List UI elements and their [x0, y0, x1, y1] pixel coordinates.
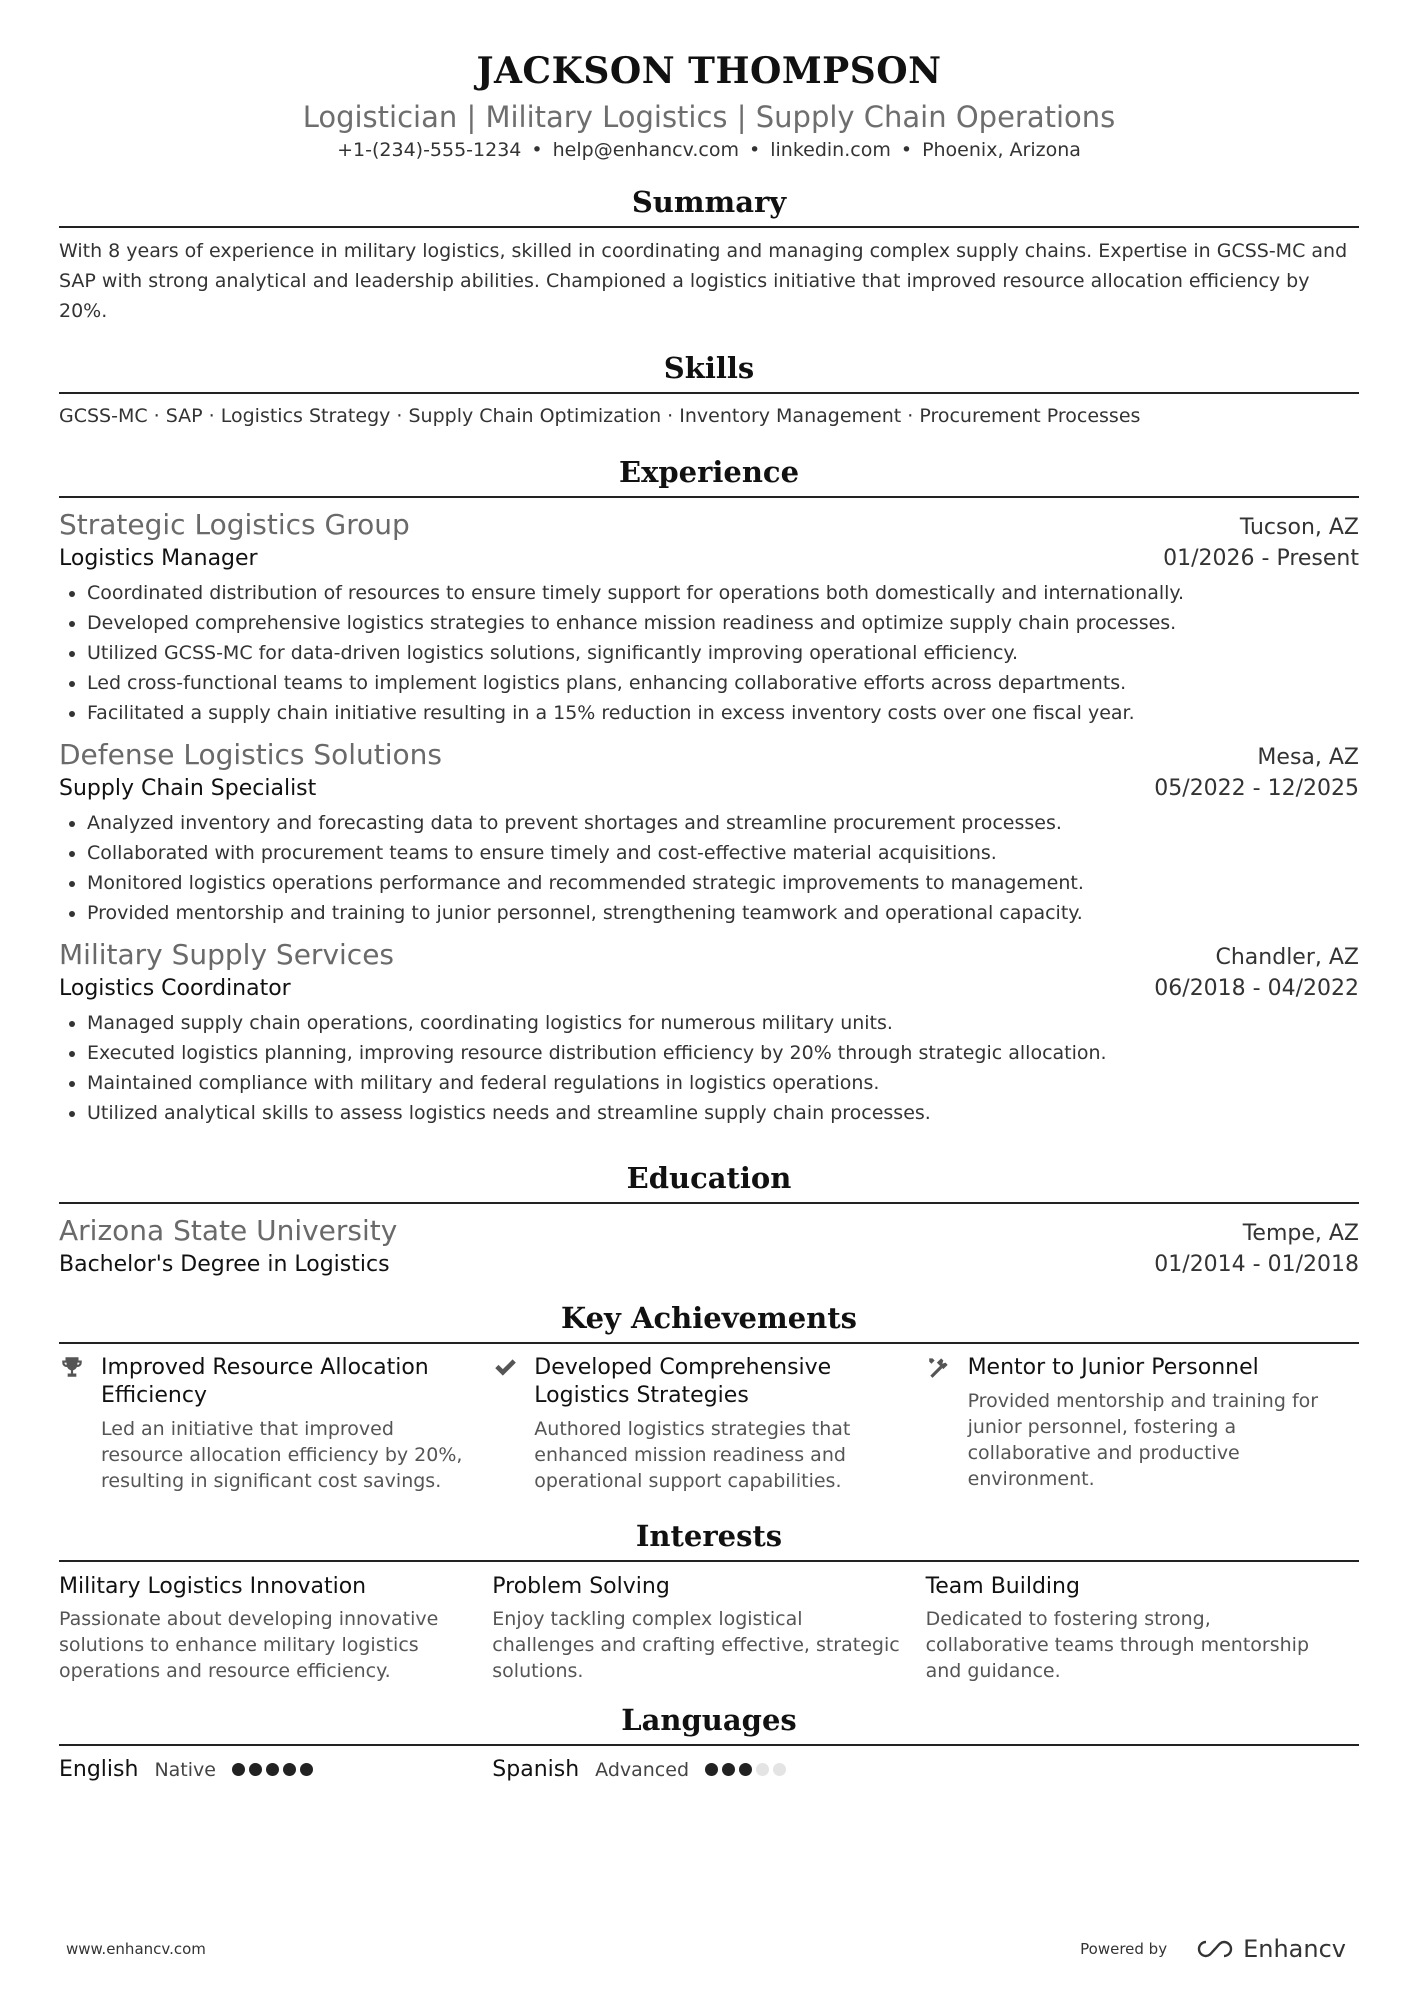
- achievement-desc: Authored logistics strategies that enhanced mission readiness and operational support capabilities.: [534, 1418, 851, 1492]
- language-item: [492, 1754, 925, 1786]
- achievement-desc: Led an initiative that improved resource allocation efficiency by 20%, resulting in significant cost savings.: [101, 1418, 463, 1492]
- interest-title: Problem Solving: [492, 1574, 670, 1599]
- job-dates: 05/2022 - 12/2025: [1154, 776, 1359, 801]
- achievements-section: [59, 1298, 1359, 1494]
- achievement-item: [492, 1354, 925, 1494]
- degree: Bachelor's Degree in Logistics: [59, 1252, 390, 1277]
- language-rating: [705, 1763, 786, 1776]
- candidate-headline: Logistician | Military Logistics | Supply Chain Operations: [302, 100, 1116, 134]
- rating-dot: [283, 1763, 296, 1776]
- contact-separator: •: [531, 139, 543, 161]
- job-dates: 06/2018 - 04/2022: [1154, 976, 1359, 1001]
- resume-header: [59, 46, 1359, 164]
- brand-name: Enhancv: [1243, 1935, 1346, 1963]
- education-dates: 01/2014 - 01/2018: [1154, 1252, 1359, 1277]
- job-bullet: • Utilized analytical skills to assess logistics needs and streamline supply chain processes.: [87, 1098, 1359, 1128]
- job-bullet: • Led cross-functional teams to implement logistics plans, enhancing collaborative efforts across departments.: [87, 668, 1359, 698]
- achievement-title: Improved Resource Allocation Efficiency: [101, 1355, 429, 1408]
- rating-dot: [756, 1763, 769, 1776]
- job-dates: 01/2026 - Present: [1163, 546, 1359, 571]
- email-link[interactable]: help@enhancv.com: [552, 139, 739, 161]
- rating-dot: [722, 1763, 735, 1776]
- rating-dot: [249, 1763, 262, 1776]
- skills-list: GCSS-MC · SAP · Logistics Strategy · Supply Chain Optimization · Inventory Management · Procurement Processes: [59, 405, 1141, 427]
- company-name: Military Supply Services: [59, 938, 395, 971]
- job-bullet: • Maintained compliance with military and federal regulations in logistics operations.: [87, 1068, 1359, 1098]
- interest-item: [926, 1572, 1359, 1684]
- trophy-icon: [59, 1354, 101, 1494]
- school-name: Arizona State University: [59, 1214, 398, 1247]
- job-bullet: • Provided mentorship and training to junior personnel, strengthening teamwork and operational capacity.: [87, 898, 1359, 928]
- job-title: Logistics Coordinator: [59, 976, 291, 1001]
- enhancv-logo-icon: [1195, 1938, 1235, 1960]
- job-bullet: • Coordinated distribution of resources to ensure timely support for operations both domestically and internationally.: [87, 578, 1359, 608]
- resume-content: [59, 46, 1359, 1786]
- experience-entry: [59, 936, 1359, 1128]
- rating-dot: [705, 1763, 718, 1776]
- interest-desc: Dedicated to fostering strong, collaborative teams through mentorship and guidance.: [925, 1608, 1310, 1682]
- contact-separator: •: [749, 139, 761, 161]
- achievement-item: [59, 1354, 492, 1494]
- language-level: Advanced: [595, 1759, 690, 1781]
- phone: +1-(234)-555-1234: [337, 139, 522, 161]
- footer: [66, 1935, 1346, 1963]
- job-bullets: [59, 578, 1359, 728]
- job-bullets: [59, 808, 1359, 928]
- job-bullets: [59, 1008, 1359, 1128]
- summary-section: [59, 182, 1359, 326]
- achievements-title: Key Achievements: [59, 1298, 1359, 1344]
- tools-icon: [926, 1354, 968, 1494]
- rating-dot: [300, 1763, 313, 1776]
- company-name: Defense Logistics Solutions: [59, 738, 443, 771]
- job-bullet: • Monitored logistics operations performance and recommended strategic improvements to management.: [87, 868, 1359, 898]
- summary-title: Summary: [59, 182, 1359, 228]
- job-title: Logistics Manager: [59, 546, 258, 571]
- interests-title: Interests: [59, 1516, 1359, 1562]
- rating-dot: [232, 1763, 245, 1776]
- achievement-item: [926, 1354, 1359, 1494]
- interest-title: Military Logistics Innovation: [59, 1574, 367, 1599]
- job-bullet: • Collaborated with procurement teams to ensure timely and cost-effective material acquisitions.: [87, 838, 1359, 868]
- interest-desc: Passionate about developing innovative solutions to enhance military logistics operations and resource efficiency.: [59, 1608, 439, 1682]
- achievement-title: Mentor to Junior Personnel: [967, 1355, 1259, 1380]
- language-rating: [232, 1763, 313, 1776]
- languages-section: [59, 1700, 1359, 1786]
- interest-item: [492, 1572, 925, 1684]
- experience-entry: [59, 736, 1359, 928]
- rating-dot: [739, 1763, 752, 1776]
- summary-text: With 8 years of experience in military logistics, skilled in coordinating and managing complex supply chains. Expertise in GCSS-MC and SAP with strong analytical and leadership abilities. Championed a logistics initiative that improved resource allocation efficiency by 20%.: [59, 240, 1348, 322]
- job-bullet: • Utilized GCSS-MC for data-driven logistics solutions, significantly improving operational efficiency.: [87, 638, 1359, 668]
- powered-by-label: Powered by: [1080, 1940, 1168, 1958]
- rating-dot: [773, 1763, 786, 1776]
- languages-title: Languages: [59, 1700, 1359, 1746]
- skills-title: Skills: [59, 348, 1359, 394]
- candidate-name: JACKSON THOMPSON: [476, 50, 942, 92]
- education-section: [59, 1158, 1359, 1280]
- achievement-title: Developed Comprehensive Logistics Strategies: [534, 1355, 832, 1408]
- language-level: Native: [154, 1759, 216, 1781]
- education-entry: [59, 1212, 1359, 1280]
- interest-desc: Enjoy tackling complex logistical challenges and crafting effective, strategic solutions.: [492, 1608, 900, 1682]
- experience-section: [59, 452, 1359, 1128]
- language-name: Spanish: [492, 1757, 580, 1782]
- interest-title: Team Building: [925, 1574, 1080, 1599]
- linkedin-link[interactable]: linkedin.com: [770, 139, 891, 161]
- brand-logo[interactable]: [1195, 1935, 1346, 1963]
- company-name: Strategic Logistics Group: [59, 508, 410, 541]
- job-title: Supply Chain Specialist: [59, 776, 317, 801]
- interest-item: [59, 1572, 492, 1684]
- contact-line: [59, 136, 1359, 164]
- rating-dot: [266, 1763, 279, 1776]
- school-location: Tempe, AZ: [1242, 1221, 1359, 1246]
- job-bullet: • Facilitated a supply chain initiative resulting in a 15% reduction in excess inventory costs over one fiscal year.: [87, 698, 1359, 728]
- job-location: Chandler, AZ: [1215, 945, 1359, 970]
- job-bullet: • Managed supply chain operations, coordinating logistics for numerous military units.: [87, 1008, 1359, 1038]
- job-location: Mesa, AZ: [1257, 745, 1359, 770]
- achievement-desc: Provided mentorship and training for junior personnel, fostering a collaborative and productive environment.: [967, 1390, 1319, 1490]
- skills-section: [59, 348, 1359, 430]
- language-name: English: [59, 1757, 139, 1782]
- job-bullet: • Analyzed inventory and forecasting data to prevent shortages and streamline procurement processes.: [87, 808, 1359, 838]
- candidate-location: Phoenix, Arizona: [922, 139, 1081, 161]
- experience-title: Experience: [59, 452, 1359, 498]
- experience-entry: [59, 506, 1359, 728]
- education-title: Education: [59, 1158, 1359, 1204]
- contact-separator: •: [900, 139, 913, 161]
- interests-section: [59, 1516, 1359, 1684]
- job-bullet: • Developed comprehensive logistics strategies to enhance mission readiness and optimize supply chain processes.: [87, 608, 1359, 638]
- job-bullet: • Executed logistics planning, improving resource distribution efficiency by 20% through strategic allocation.: [87, 1038, 1359, 1068]
- footer-url[interactable]: www.enhancv.com: [66, 1940, 206, 1958]
- language-item: [59, 1754, 492, 1786]
- job-location: Tucson, AZ: [1239, 515, 1359, 540]
- checkmark-icon: [492, 1354, 534, 1494]
